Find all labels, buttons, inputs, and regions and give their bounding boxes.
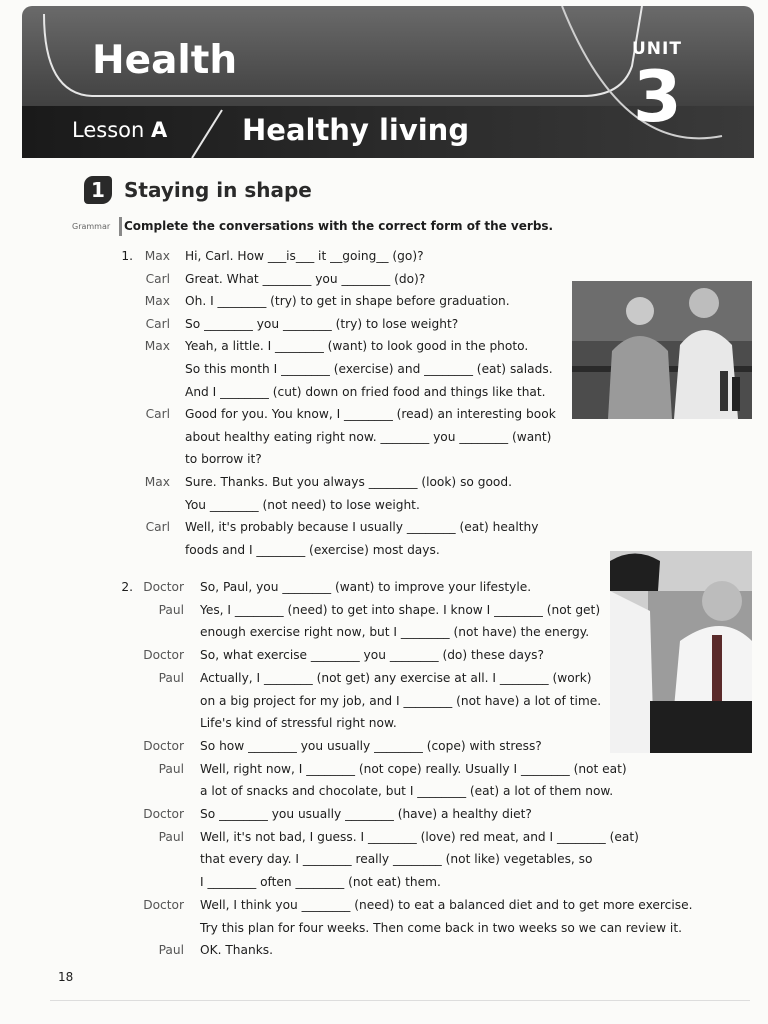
exercise-instruction: Complete the conversations with the correct form of the verbs.	[124, 219, 554, 233]
dialogue-line: So ________ you ________ (try) to lose weight?	[185, 316, 459, 331]
dialogue-line: Well, I think you ________ (need) to eat a balanced diet and to get more exercise.	[200, 897, 693, 912]
speaker-label: Carl	[145, 271, 170, 286]
speaker-label: Doctor	[143, 580, 184, 594]
speaker-label: Carl	[145, 316, 170, 331]
speaker-label: Paul	[158, 943, 184, 958]
dialogue-line: Try this plan for four weeks. Then come back in two weeks so we can review it.	[200, 920, 682, 935]
dialogue-line: Well, it's probably because I usually ________ (eat) healthy	[185, 520, 539, 535]
dialogue-line: Sure. Thanks. But you always ________ (look) so good.	[185, 475, 513, 489]
gym-friends-photo	[572, 281, 752, 419]
dialogue-line: Well, right now, I ________ (not cope) really. Usually I ________ (not eat)	[200, 761, 627, 776]
grammar-divider	[119, 217, 122, 236]
dialogue-line: Actually, I ________ (not get) any exercise at all. I ________ (work)	[200, 670, 592, 685]
dialogue-line: enough exercise right now, but I ________ (not have) the energy.	[200, 625, 590, 640]
dialogue-line: about healthy eating right now. ________ you ________ (want)	[185, 429, 552, 444]
dialogue-line: Yeah, a little. I ________ (want) to look good in the photo.	[185, 339, 529, 354]
unit-title: Health	[92, 38, 238, 83]
speaker-label: Paul	[158, 602, 184, 617]
section-title: Staying in shape	[124, 178, 312, 202]
section-number-badge: 1	[84, 176, 112, 204]
speaker-label: Doctor	[143, 648, 184, 663]
unit-number: 3	[633, 56, 682, 138]
speaker-label: Paul	[158, 761, 184, 776]
lesson-prefix: Lesson	[72, 118, 145, 142]
dialogue-line: Hi, Carl. How ___is___ it __going__ (go)?	[185, 249, 424, 263]
dialogue-line: that every day. I ________ really ________ (not like) vegetables, so	[200, 852, 593, 867]
dialogue-line: Well, it's not bad, I guess. I ________ (love) red meat, and I ________ (eat)	[200, 829, 639, 844]
lesson-title: Healthy living	[242, 113, 470, 147]
speaker-label: Max	[144, 475, 170, 489]
speaker-label: Max	[144, 294, 170, 309]
dialogue-line: And I ________ (cut) down on fried food and things like that.	[185, 384, 546, 399]
dialogue-line: Life's kind of stressful right now.	[200, 716, 397, 731]
speaker-label: Paul	[158, 670, 184, 685]
grammar-tag: Grammar	[72, 222, 111, 231]
speaker-label: Paul	[158, 829, 184, 844]
conversation-number: 1.	[121, 249, 133, 263]
dialogue-line: OK. Thanks.	[200, 943, 273, 958]
page-number: 18	[58, 970, 74, 984]
dialogue-line: So, Paul, you ________ (want) to improve your lifestyle.	[200, 580, 532, 594]
speaker-label: Carl	[145, 520, 170, 535]
dialogue-line: Great. What ________ you ________ (do)?	[185, 271, 426, 286]
footer-divider	[50, 1000, 750, 1001]
dialogue-line: So, what exercise ________ you ________ (do) these days?	[200, 648, 544, 663]
lesson-letter: A	[150, 118, 168, 142]
speaker-label: Carl	[145, 407, 170, 422]
dialogue-line: Oh. I ________ (try) to get in shape before graduation.	[185, 294, 510, 309]
dialogue-line: So ________ you usually ________ (have) a healthy diet?	[200, 807, 532, 821]
dialogue-line: So how ________ you usually ________ (cope) with stress?	[200, 738, 542, 753]
dialogue-line: on a big project for my job, and I ________ (not have) a lot of time.	[200, 693, 602, 708]
conversation-number: 2.	[121, 580, 133, 594]
dialogue-line: So this month I ________ (exercise) and ________ (eat) salads.	[185, 362, 553, 376]
speaker-label: Max	[144, 249, 170, 263]
dialogue-line: I ________ often ________ (not eat) them.	[200, 875, 441, 890]
dialogue-line: foods and I ________ (exercise) most days.	[185, 542, 440, 557]
dialogue-line: You ________ (not need) to lose weight.	[185, 497, 420, 512]
speaker-label: Max	[144, 339, 170, 354]
speaker-label: Doctor	[143, 807, 184, 821]
speaker-label: Doctor	[143, 738, 184, 753]
speaker-label: Doctor	[143, 897, 184, 912]
dialogue-line: to borrow it?	[185, 452, 262, 467]
lesson-label	[72, 118, 167, 142]
dialogue-line: Yes, I ________ (need) to get into shape. I know I ________ (not get)	[200, 602, 601, 617]
dialogue-line: Good for you. You know, I ________ (read) an interesting book	[185, 407, 556, 422]
unit-label: UNIT	[632, 39, 682, 59]
doctor-patient-photo	[610, 551, 752, 753]
dialogue-line: a lot of snacks and chocolate, but I ________ (eat) a lot of them now.	[200, 784, 614, 799]
